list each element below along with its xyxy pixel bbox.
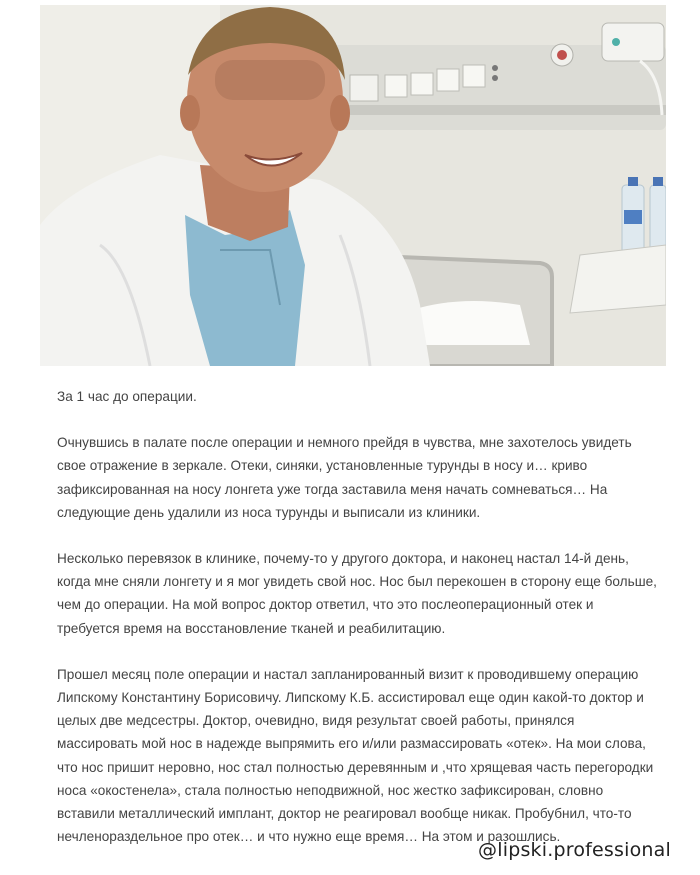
blurred-eyes: [215, 60, 325, 100]
article-paragraph-3: Несколько перевязок в клинике, почему-то у другого доктора, и наконец настал 14-й день, когда мне сняли лонгету и я мог увидеть свой нос. Нос был перекошен в сторону еще больше, чем до операции. На мой вопрос доктор ответил, что это послеоперационный отек и требуется время на восстановление тканей и реабилитацию.: [57, 551, 657, 636]
article-paragraph-4: Прошел месяц поле операции и настал запланированный визит к проводившему операцию Липскому Константину Борисовичу. Липскому К.Б. ассистировал еще один какой-то доктор и целых две медсестры. Доктор, очевидно, видя результат своей работы, принялся массировать мой нос в надежде выпрямить его и/или размассировать «отек». На мои слова, что нос пришит неровно, нос стал полностью деревянным и ,что хрящевая часть перегородки носа «окостенела», стала полностью неподвижной, нос жестко зафиксирован, словно вставили металлический имплант, доктор не реагировал вообще никак. Пробубнил, что-то нечленораздельное про отек… и что нужно еще время… На этом и разошлись.: [57, 666, 654, 845]
photo-illustration: [40, 5, 666, 366]
article-paragraph-2: Очнувшись в палате после операции и немного прейдя в чувства, мне захотелось увидеть свое отражение в зеркале. Отеки, синяки, установленные турунды в носу и… криво зафиксированная на носу лонгета уже тогда заставила меня начать сомневаться… На следующие день удалили из носа турунды и выписали из клиники.: [57, 435, 632, 520]
hospital-selfie-photo: [40, 5, 666, 366]
watermark-handle: @lipski.professional: [478, 839, 671, 861]
article-paragraph-1: За 1 час до операции.: [57, 389, 197, 404]
article-text: [57, 385, 657, 871]
